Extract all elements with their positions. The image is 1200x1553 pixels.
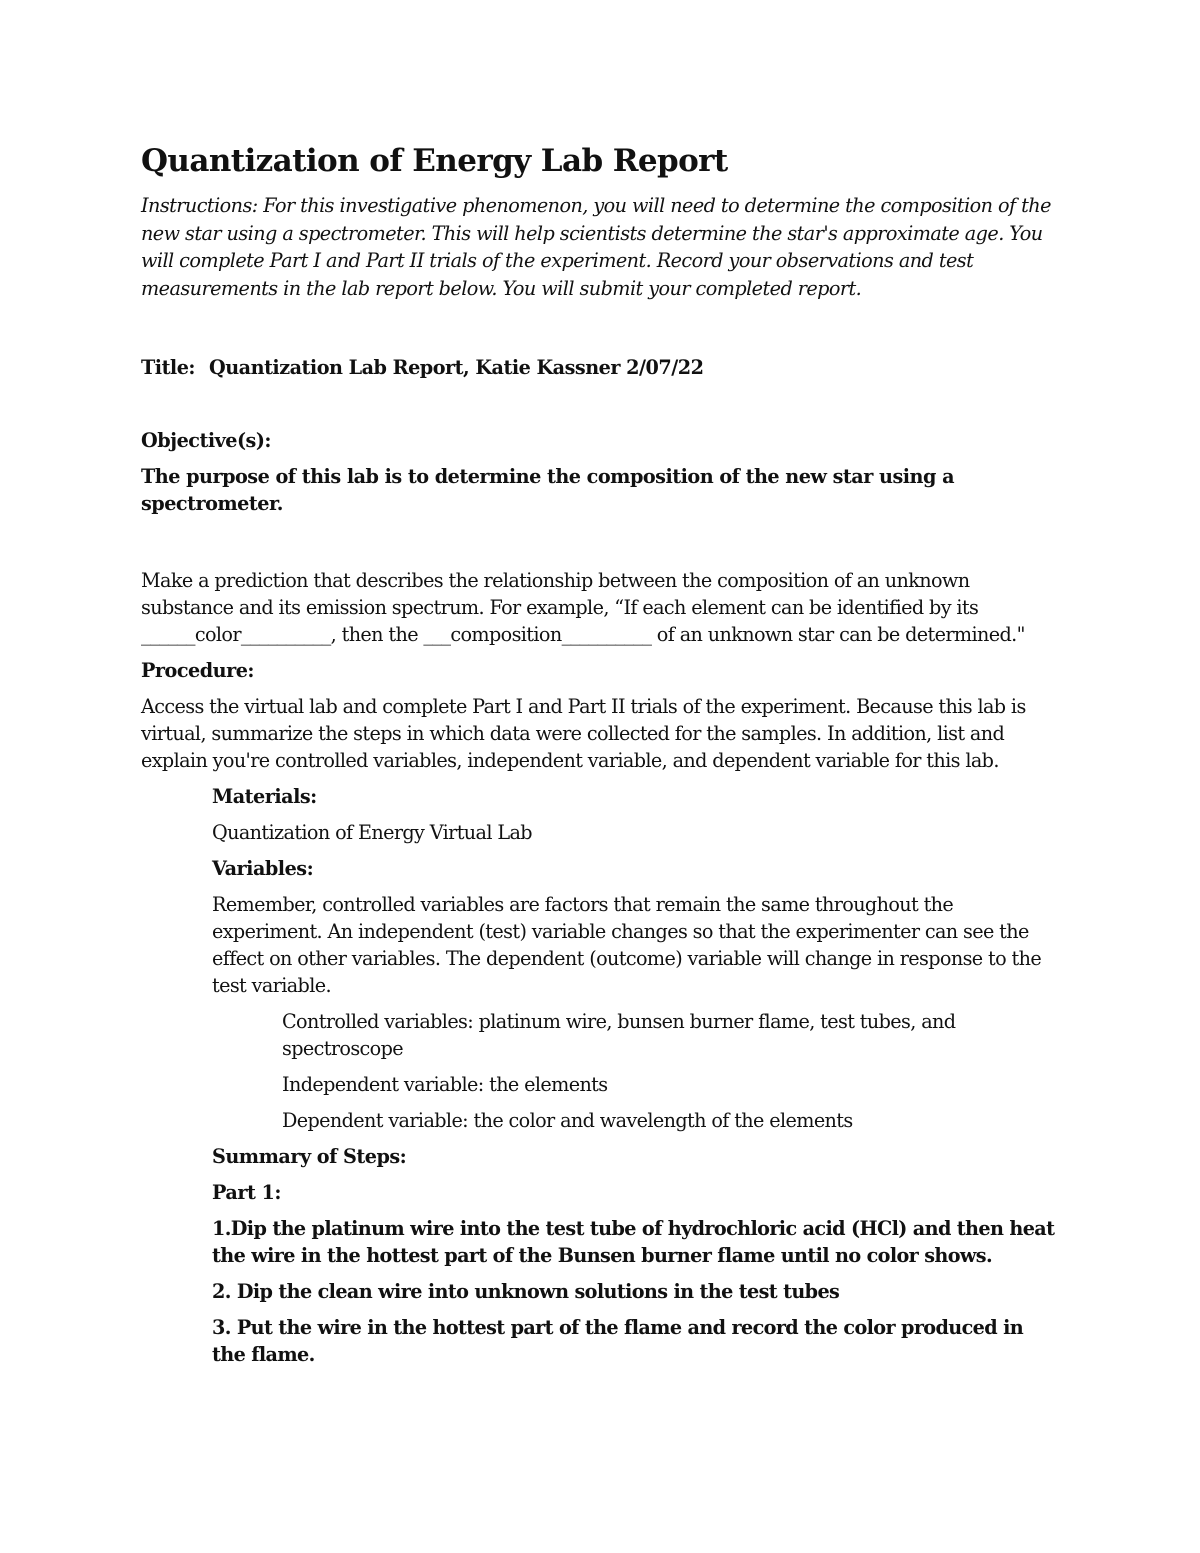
instructions-paragraph: Instructions: For this investigative phenomenon, you will need to determine the composition of the new star using a spectrometer. This will help scientists determine the star's approximate age. You will complete Part I and Part II trials of the experiment. Record your observations and test measurements in the lab report below. You will submit your completed report. [141, 194, 1051, 300]
title-line [141, 354, 1061, 381]
summary-heading: Summary of Steps: [212, 1145, 407, 1168]
objective-text: The purpose of this lab is to determine the composition of the new star using a spectrometer. [141, 465, 955, 515]
step-3: 3. Put the wire in the hottest part of the flame and record the color produced in the flame. [212, 1316, 1024, 1366]
independent-variable: Independent variable: the elements [282, 1073, 608, 1096]
controlled-variables: Controlled variables: platinum wire, bunsen burner flame, test tubes, and spectroscope [282, 1010, 956, 1060]
step-1: 1.Dip the platinum wire into the test tube of hydrochloric acid (HCl) and then heat the wire in the hottest part of the Bunsen burner flame until no color shows. [212, 1217, 1055, 1267]
variables-heading: Variables: [212, 857, 314, 880]
objective-heading: Objective(s): [141, 429, 272, 452]
variables-paragraph: Remember, controlled variables are factors that remain the same throughout the experiment. An independent (test) variable changes so that the experimenter can see the effect on other variables. The dependent (outcome) variable will change in response to the test variable. [212, 893, 1042, 997]
procedure-heading: Procedure: [141, 659, 254, 682]
title-value: Quantization Lab Report, Katie Kassner 2/07/22 [209, 356, 704, 379]
document-body [141, 140, 1061, 1368]
materials-text: Quantization of Energy Virtual Lab [212, 821, 532, 844]
materials-heading: Materials: [212, 785, 317, 808]
procedure-paragraph: Access the virtual lab and complete Part I and Part II trials of the experiment. Because this lab is virtual, summarize the steps in which data were collected for the samples. In addition, list and explain you're controlled variables, independent variable, and dependent variable for this lab. [141, 695, 1026, 772]
part1-heading: Part 1: [212, 1181, 281, 1204]
title-label: Title: [141, 356, 196, 379]
dependent-variable: Dependent variable: the color and wavelength of the elements [282, 1109, 853, 1132]
step-2: 2. Dip the clean wire into unknown solutions in the test tubes [212, 1280, 840, 1303]
prediction-paragraph: Make a prediction that describes the relationship between the composition of an unknown substance and its emission spectrum. For example, “If each element can be identified by its ______color__________, then the ___composition__________ of an unknown star can be determined." [141, 569, 1025, 646]
document-heading: Quantization of Energy Lab Report [141, 143, 728, 179]
